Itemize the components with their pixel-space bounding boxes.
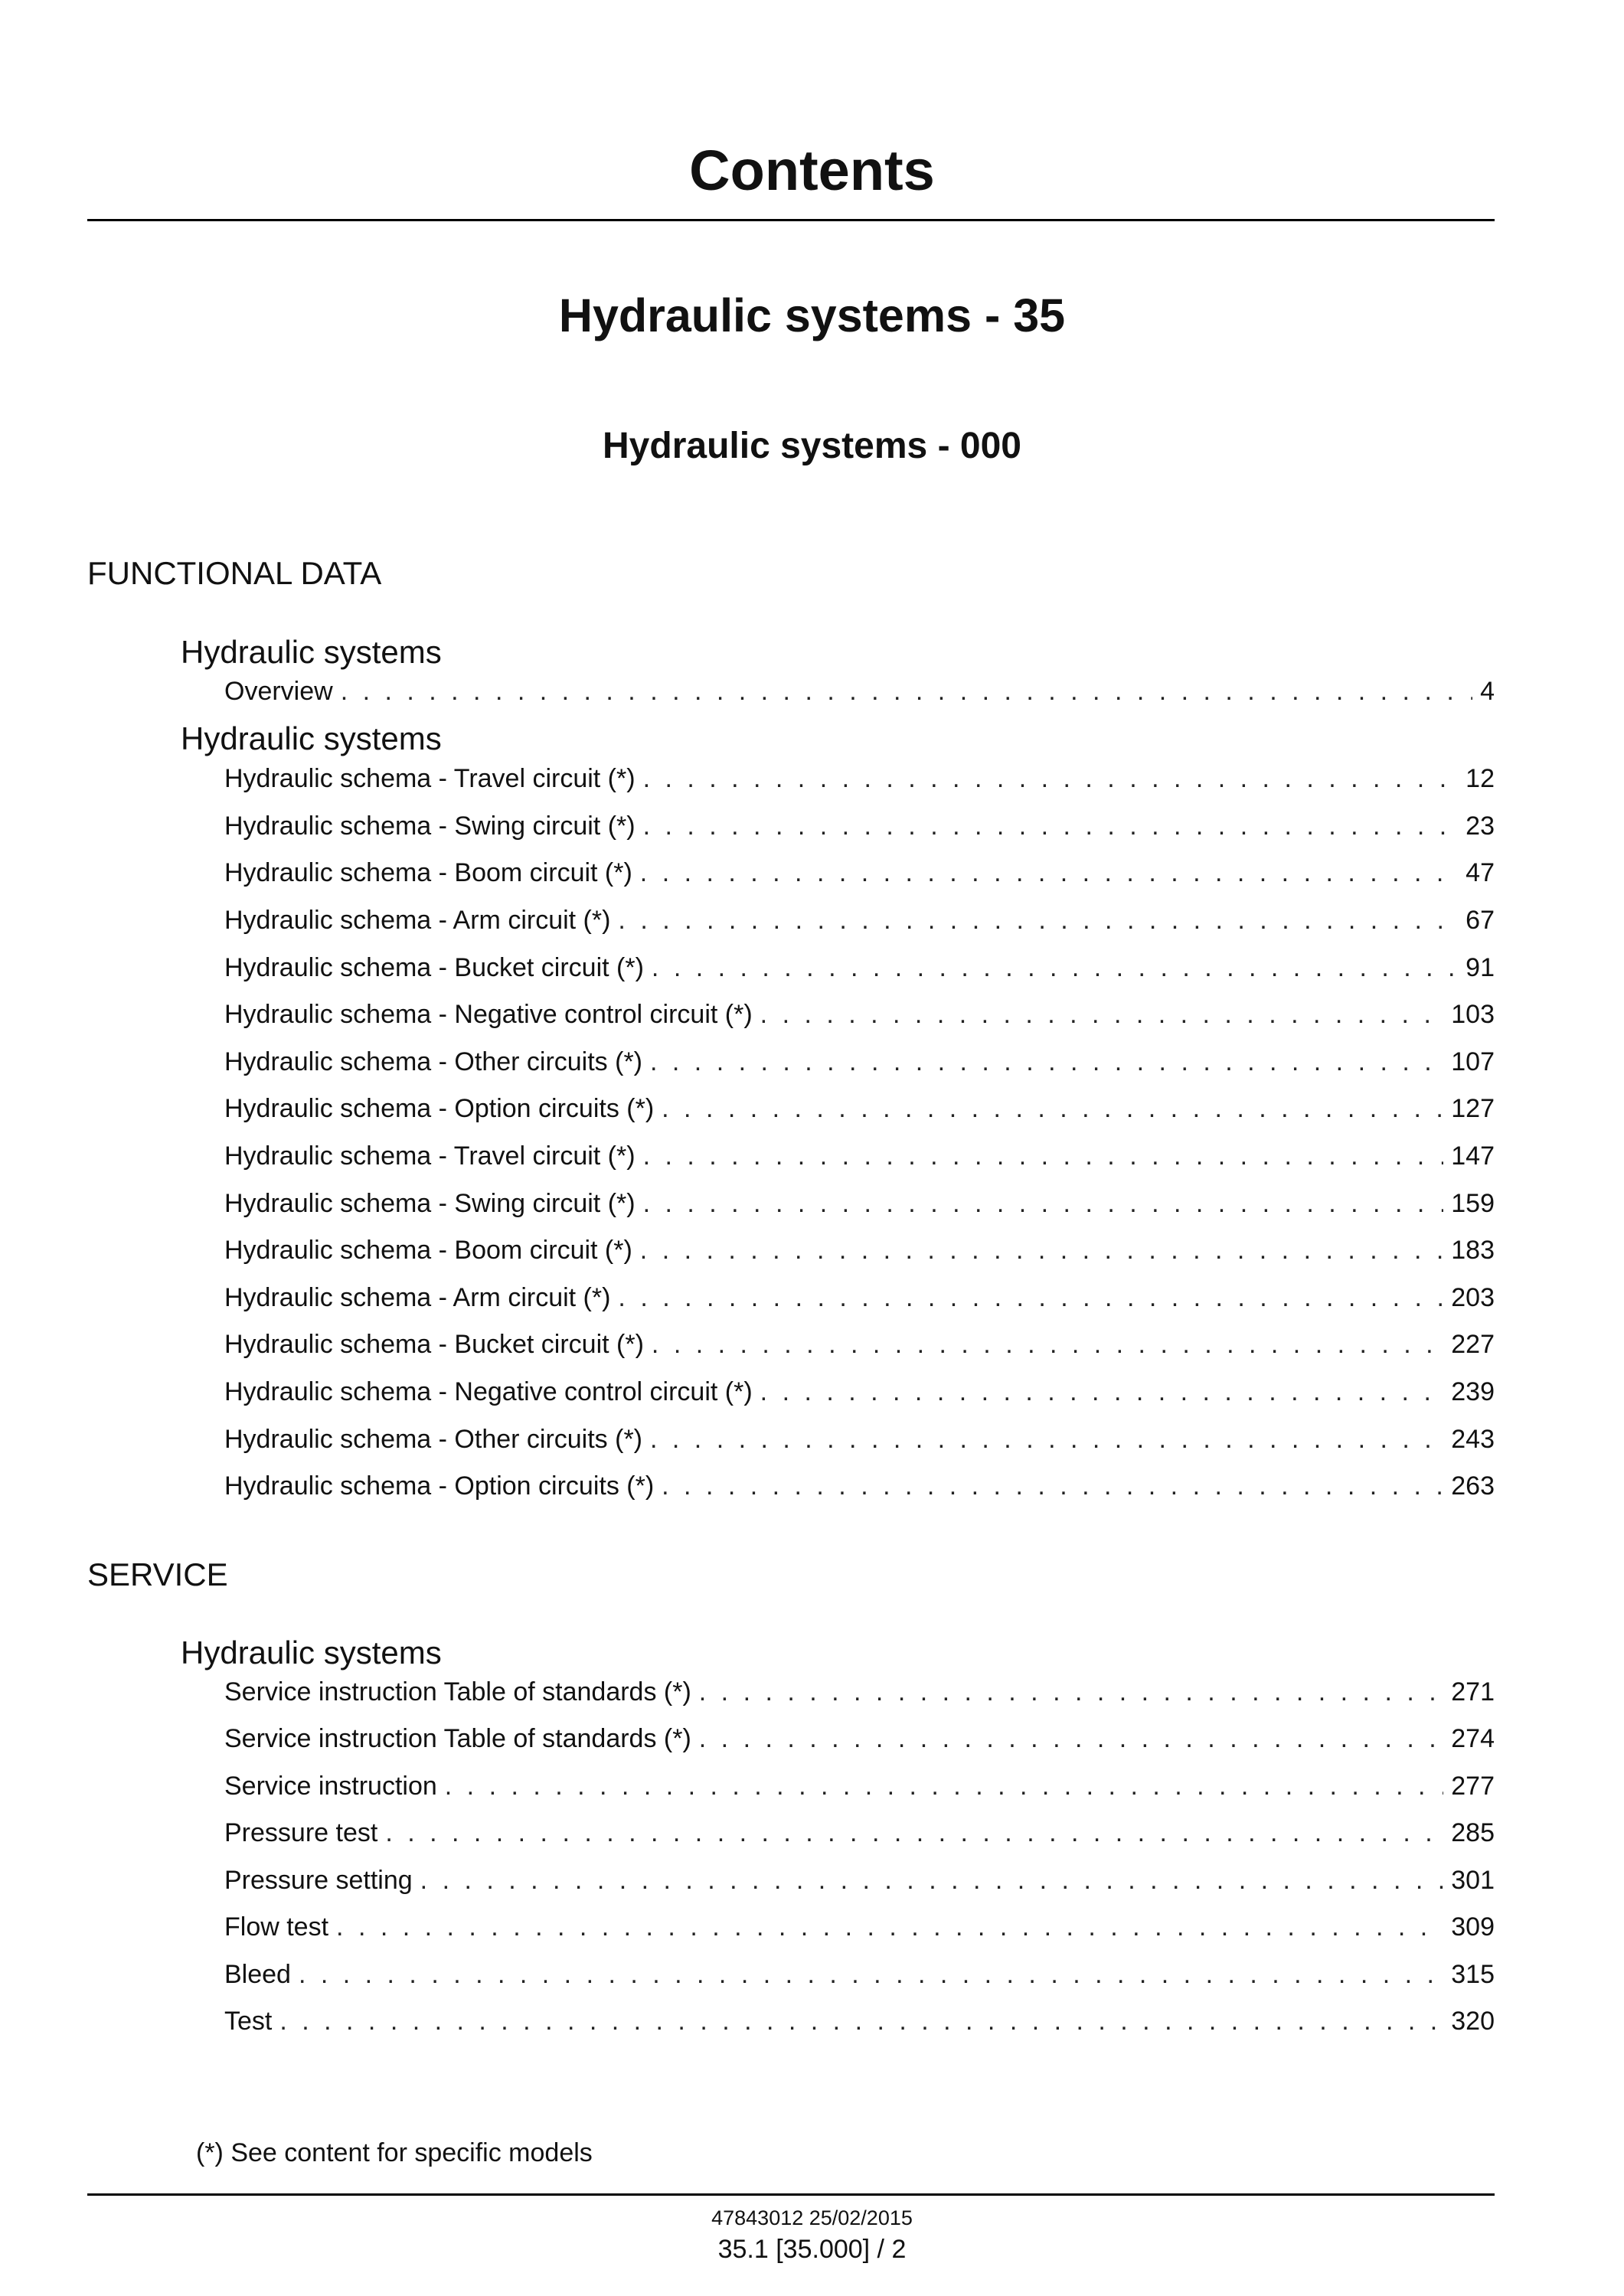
dot-leader [652,951,1458,985]
toc-entry-label: Overview [224,677,333,706]
group-title: Hydraulic systems [181,720,442,756]
toc-entry-page: 4 [1480,677,1495,706]
toc-entry[interactable] [224,1722,1495,1755]
document-id: 47843012 25/02/2015 [711,2206,913,2229]
dot-leader [662,1092,1443,1125]
dot-leader [643,762,1459,795]
toc-entry-page: 159 [1451,1189,1495,1218]
toc-entry[interactable] [224,1375,1495,1409]
toc-entry[interactable] [224,998,1495,1031]
dot-leader [699,1675,1443,1709]
section-title: Hydraulic systems - 000 [603,426,1021,466]
toc-entry-page: 309 [1451,1912,1495,1942]
toc-entry-page: 103 [1451,1000,1495,1029]
category-heading-functional-data: FUNCTIONAL DATA [87,555,382,591]
toc-entry-label: Hydraulic schema - Other circuits (*) [224,1425,643,1454]
group-title: Hydraulic systems [181,634,442,670]
toc-entry[interactable] [224,903,1495,937]
dot-leader [341,674,1472,708]
toc-entry[interactable] [224,1233,1495,1267]
toc-entry-label: Hydraulic schema - Negative control circuit (*) [224,1377,753,1406]
toc-entry-page: 277 [1451,1772,1495,1801]
footnote: (*) See content for specific models [196,2138,593,2167]
dot-leader [662,1469,1443,1503]
dot-leader [279,2004,1443,2038]
toc-entry[interactable] [224,809,1495,843]
toc-entry-label: Bleed [224,1960,291,1989]
dot-leader [640,856,1458,890]
toc-entry[interactable] [224,1958,1495,1991]
toc-entry-label: Hydraulic schema - Option circuits (*) [224,1471,655,1501]
dot-leader [643,809,1459,843]
toc-entry-label: Hydraulic schema - Negative control circuit (*) [224,1000,753,1029]
toc-entry-page: 127 [1451,1094,1495,1123]
toc-entry[interactable] [224,1863,1495,1897]
toc-entry[interactable] [224,1281,1495,1315]
toc-entry-page: 47 [1466,858,1495,887]
dot-leader [650,1045,1443,1079]
page-reference: 35.1 [35.000] / 2 [717,2235,907,2264]
toc-entry[interactable] [224,1816,1495,1850]
toc-entry-page: 227 [1451,1330,1495,1359]
dot-leader [640,1233,1443,1267]
toc-entry-page: 147 [1451,1141,1495,1171]
toc-entry-label: Hydraulic schema - Bucket circuit (*) [224,953,644,982]
page-title: Contents [689,139,935,202]
dot-leader [445,1769,1443,1803]
toc-entry-label: Pressure test [224,1818,378,1847]
toc-entry-label: Hydraulic schema - Swing circuit (*) [224,1189,636,1218]
toc-entry-page: 274 [1451,1724,1495,1753]
toc-entry-page: 239 [1451,1377,1495,1406]
toc-entry-label: Service instruction Table of standards (*) [224,1724,691,1753]
toc-entry[interactable] [224,1139,1495,1173]
toc-entry-label: Hydraulic schema - Travel circuit (*) [224,764,636,793]
toc-entry[interactable] [224,762,1495,795]
toc-entry-label: Flow test [224,1912,329,1942]
toc-entry[interactable] [224,1092,1495,1125]
toc-entry-page: 23 [1466,812,1495,841]
toc-entry-label: Hydraulic schema - Boom circuit (*) [224,858,632,887]
toc-entry-page: 183 [1451,1236,1495,1265]
toc-entry-label: Hydraulic schema - Other circuits (*) [224,1047,643,1076]
dot-leader [618,1281,1443,1315]
dot-leader [618,903,1458,937]
dot-leader [760,998,1444,1031]
toc-entry-page: 271 [1451,1677,1495,1706]
toc-entry[interactable] [224,1769,1495,1803]
dot-leader [643,1187,1444,1220]
toc-entry-label: Service instruction [224,1772,437,1801]
toc-entry[interactable] [224,856,1495,890]
toc-entry-label: Hydraulic schema - Arm circuit (*) [224,1283,611,1312]
toc-entry-label: Hydraulic schema - Swing circuit (*) [224,812,636,841]
toc-entry[interactable] [224,2004,1495,2038]
dot-leader [650,1422,1443,1456]
toc-entry[interactable] [224,1469,1495,1503]
toc-entry-label: Hydraulic schema - Bucket circuit (*) [224,1330,644,1359]
toc-entry-label: Hydraulic schema - Travel circuit (*) [224,1141,636,1171]
dot-leader [420,1863,1444,1897]
toc-entry[interactable] [224,674,1495,708]
toc-entry[interactable] [224,951,1495,985]
toc-entry[interactable] [224,1328,1495,1361]
toc-entry[interactable] [224,1422,1495,1456]
toc-entry-label: Hydraulic schema - Option circuits (*) [224,1094,655,1123]
footer-divider [87,2193,1495,2196]
toc-entry-page: 285 [1451,1818,1495,1847]
category-heading-service: SERVICE [87,1556,228,1592]
dot-leader [643,1139,1444,1173]
toc-entry-page: 263 [1451,1471,1495,1501]
dot-leader [760,1375,1444,1409]
dot-leader [652,1328,1443,1361]
chapter-title: Hydraulic systems - 35 [558,289,1066,341]
toc-entry-page: 320 [1451,2007,1495,2036]
toc-entry[interactable] [224,1187,1495,1220]
toc-entry[interactable] [224,1045,1495,1079]
dot-leader [336,1910,1443,1944]
toc-entry-page: 243 [1451,1425,1495,1454]
title-divider [87,219,1495,221]
dot-leader [385,1816,1443,1850]
toc-entry-page: 315 [1451,1960,1495,1989]
toc-entry-label: Test [224,2007,273,2036]
toc-entry-page: 91 [1466,953,1495,982]
toc-entry-page: 107 [1451,1047,1495,1076]
group-title: Hydraulic systems [181,1635,442,1671]
toc-entry-page: 67 [1466,906,1495,935]
toc-entry-page: 203 [1451,1283,1495,1312]
toc-entry-label: Pressure setting [224,1866,413,1895]
toc-entry[interactable] [224,1910,1495,1944]
toc-entry[interactable] [224,1675,1495,1709]
toc-entry-label: Hydraulic schema - Boom circuit (*) [224,1236,632,1265]
toc-entry-page: 12 [1466,764,1495,793]
toc-entry-label: Hydraulic schema - Arm circuit (*) [224,906,611,935]
dot-leader [299,1958,1443,1991]
dot-leader [699,1722,1443,1755]
toc-entry-page: 301 [1451,1866,1495,1895]
toc-entry-label: Service instruction Table of standards (*) [224,1677,691,1706]
